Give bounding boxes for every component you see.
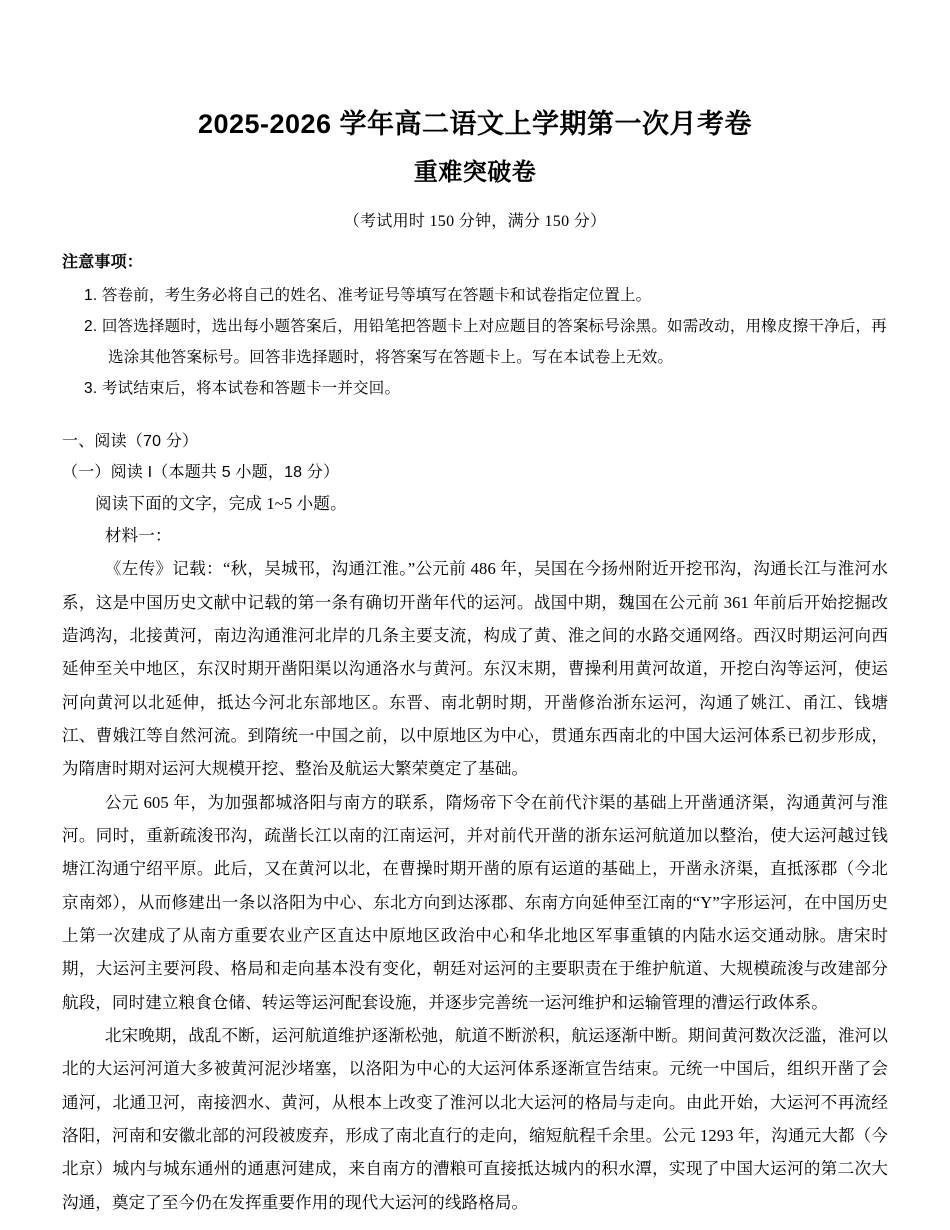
notice-item <box>62 280 888 311</box>
notice-heading: 注意事项： <box>62 253 144 271</box>
notice-item-text: 考试结束后，将本试卷和答题卡一并交回。 <box>101 379 401 397</box>
notice-block <box>62 249 888 404</box>
question-prompt: 阅读下面的文字，完成 1~5 小题。 <box>95 494 347 514</box>
notice-item-number: 1. <box>84 286 98 304</box>
notice-list <box>62 280 888 404</box>
passage-paragraph: 公元 605 年，为加强都城洛阳与南方的联系，隋炀帝下令在前代汴渠的基础上开凿通济渠，沟通黄河与淮河。同时，重新疏浚邗沟，疏凿长江以南的江南运河，并对前代开凿的浙东运河航道加以整治，使大运河越过钱塘江沟通宁绍平原。此后，又在黄河以北，在曹操时期开凿的原有运道的基础上，开凿永济渠，直抵涿郡（今北京南郊），从而修建出一条以洛阳为中心、东北方向到达涿郡、东南方向延伸至江南的“Y”字形运河，在中国历史上第一次建成了从南方重要农业产区直达中原地区政治中心和华北地区军事重镇的内陆水运交通动脉。唐宋时期，大运河主要河段、格局和走向基本没有变化，朝廷对运河的主要职责在于维护航道、大规模疏浚与改建部分航段，同时建立粮食仓储、转运等运河配套设施，并逐步完善统一运河维护和运输管理的漕运行政体系。 <box>62 792 888 1012</box>
notice-item-number: 3. <box>84 379 98 397</box>
part-one-section <box>62 426 888 1219</box>
page-subtitle: 重难突破卷 <box>413 158 537 186</box>
notice-item-number: 2. <box>84 317 98 335</box>
notice-item-text: 答卷前，考生务必将自己的姓名、准考证号等填写在答题卡和试卷指定位置上。 <box>101 286 652 304</box>
material-label: 材料一： <box>104 526 172 546</box>
passage-paragraph: 《左传》记载：“秋，吴城邗，沟通江淮。”公元前 486 年，吴国在今扬州附近开挖邗沟，沟通长江与淮河水系，这是中国历史文献中记载的第一条有确切开凿年代的运河。战国中期，魏国在公元前 361 年前后开始挖掘改造鸿沟，北接黄河，南边沟通淮河北岸的几条主要支流，构成了黄、淮之间的水路交通网络。西汉时期运河向西延伸至关中地区，东汉时期开凿阳渠以沟通洛水与黄河。东汉末期，曹操利用黄河故道，开挖白沟等运河，使运河向黄河以北延伸，抵达今河北东部地区。东晋、南北朝时期，开凿修治浙东运河，沟通了姚江、甬江、钱塘江、曹娥江等自然河流。到隋统一中国之前，以中原地区为中心，贯通东西南北的中国大运河体系已初步形成，为隋唐时期对运河大规模开挖、整治及航运大繁荣奠定了基础。 <box>62 559 888 779</box>
notice-item <box>62 373 888 404</box>
exam-duration-score: （考试用时 150 分钟，满分 150 分） <box>343 212 607 230</box>
passage-paragraph: 北宋晚期，战乱不断，运河航道维护逐渐松弛，航道不断淤积，航运逐渐中断。期间黄河数次泛滥，淮河以北的大运河河道大多被黄河泥沙堵塞，以洛阳为中心的大运河体系逐渐宣告结束。元统一中国后，组织开凿了会通河，北通卫河，南接泗水、黄河，从根本上改变了淮河以北大运河的格局与走向。由此开始，大运河不再流经洛阳，河南和安徽北部的河段被废弃，形成了南北直行的走向，缩短航程千余里。公元 1293 年，沟通元大都（今北京）城内与城东通州的通惠河建成，来自南方的漕粮可直接抵达城内的积水潭，实现了中国大运河的第二次大沟通，奠定了至今仍在发挥重要作用的现代大运河的线路格局。 <box>62 1026 888 1212</box>
subsection-heading-reading-one: （一）阅读 I（本题共 5 小题，18 分） <box>62 463 340 481</box>
page-title: 2025-2026 学年高二语文上学期第一次月考卷 <box>197 109 753 139</box>
notice-item <box>62 311 888 373</box>
section-heading-reading: 一、阅读（70 分） <box>62 432 199 450</box>
notice-item-text: 回答选择题时，选出每小题答案后，用铅笔把答题卡上对应题目的答案标号涂黑。如需改动，用橡皮擦干净后，再选涂其他答案标号。回答非选择题时，将答案写在答题卡上。写在本试卷上无效。 <box>101 317 887 366</box>
